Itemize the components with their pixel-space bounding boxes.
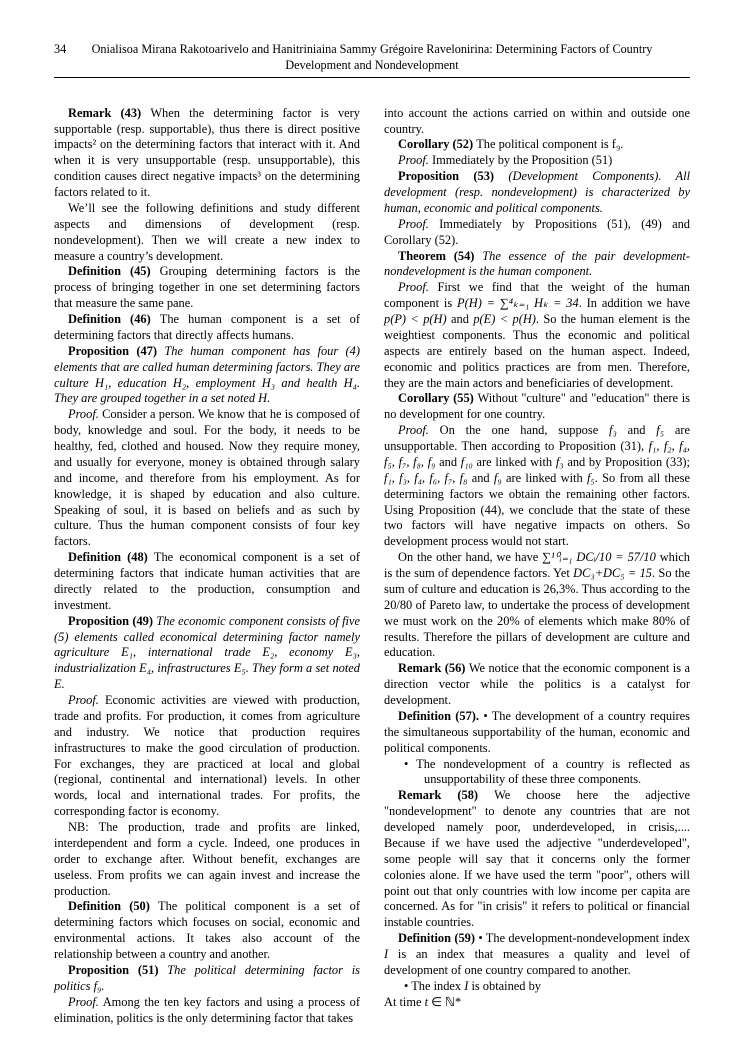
paragraph-definition-59 xyxy=(384,931,690,979)
text-run: Theorem (54) xyxy=(398,248,483,263)
running-title-line2: Development and Nondevelopment xyxy=(285,57,459,72)
text-run: f₁, f₃, f₄, f₆, f₇, f₈ xyxy=(384,470,468,485)
text-run: and xyxy=(467,470,494,485)
text-run: Proposition (47) xyxy=(68,343,165,358)
paragraph-index-bullet xyxy=(384,979,690,995)
text-run: Proof. xyxy=(398,423,429,438)
text-run: Proof. xyxy=(398,216,429,231)
text-run: f₅ xyxy=(586,470,595,485)
header-rule xyxy=(54,77,690,78)
text-run: Grouping determining factors is the process of bringing together in one set determining factors that measure the same pane. xyxy=(54,264,360,311)
text-run: We notice that the economic component is a direction vector while the politics is a catalyst for development. xyxy=(384,661,690,708)
text-run: On the one hand, suppose xyxy=(428,423,610,438)
text-run: Immediately by Propositions (51), (49) and Corollary (52). xyxy=(384,216,690,247)
text-run: At time xyxy=(384,994,425,1009)
paragraph-definition-57 xyxy=(384,709,690,757)
paragraph-proposition-53 xyxy=(384,169,690,217)
text-run: • The development of a country requires the simultaneous supportability of the human, economic and political components. xyxy=(384,708,690,755)
paragraph-definition-45 xyxy=(54,264,360,312)
text-run: Proof. xyxy=(68,994,99,1009)
paragraph-proof-55 xyxy=(384,423,690,550)
text-run: Definition (45) xyxy=(68,264,160,279)
paragraph-proof-49 xyxy=(54,693,360,820)
text-run: I xyxy=(464,978,469,993)
text-run: which is the sum of dependence factors. Yet xyxy=(384,550,690,581)
paragraph-definition-46 xyxy=(54,312,360,344)
text-run: ∑¹⁰ᵢ₌₁ DCᵢ/10 = 57/10 xyxy=(542,550,656,565)
paragraph-theorem-54 xyxy=(384,249,690,281)
text-run: Definition (50) xyxy=(68,899,159,914)
text-run: f₁, f₂, f₄, f₅, f₇, f₈, f₉ xyxy=(384,439,690,469)
paragraph-proof-54 xyxy=(384,280,690,391)
text-run: Consider a person. We know that he is composed of body, knowledge and soul. For the body, it needs to be healthy, fed, clothed and housed. Now they require money, and usually for everyone, money is obtained through salary and income, and therefore from his employment. As for knowledge, it is shaped by education and also culture. Speaking of soul, it is based on beliefs and as such by culture. Thus the human component consists of four key factors. xyxy=(54,407,360,549)
paragraph-proof-47 xyxy=(54,407,360,550)
text-run: On the other hand, we have xyxy=(398,550,543,565)
text-run: Among the ten key factors and using a process of elimination, politics is the only determining factor that takes xyxy=(54,994,360,1025)
text-run: p(P) < p(H) xyxy=(384,312,447,327)
paragraph-proof-51-continued xyxy=(384,106,690,138)
text-run: and xyxy=(616,423,657,438)
text-run: We’ll see the following definitions and study different aspects and dimensions of development (resp. nondevelopment). Then we will create a new index to measure a country’s development. xyxy=(54,200,360,263)
text-run: The economical component is a set of determining factors that indicate human activities that are directly related to the production, consumption and investment. xyxy=(54,550,360,612)
text-run: First we find that the weight of the human component is xyxy=(384,280,690,311)
text-run: are linked with xyxy=(472,454,556,469)
text-run: DC₃+DC₅ = 15 xyxy=(573,566,652,581)
text-run: • The development-nondevelopment index xyxy=(478,931,690,946)
paragraph-intro-definitions xyxy=(54,201,360,265)
paragraph-definition-57-bullet-2 xyxy=(384,757,690,789)
paragraph-proposition-47 xyxy=(54,344,360,408)
text-run: f₃ xyxy=(555,454,564,469)
text-run: The essence of the pair development-nondevelopment is the human component. xyxy=(384,248,690,279)
text-run: ∈ ℕ* xyxy=(428,994,462,1009)
text-run: Definition (59) xyxy=(398,931,479,946)
paragraph-corollary-55 xyxy=(384,391,690,423)
two-column-body xyxy=(54,106,690,1027)
text-run: and xyxy=(446,312,474,327)
text-run: • The nondevelopment of a country is reflected as unsupportability of these three components. xyxy=(404,756,690,787)
text-run: Proof. xyxy=(68,693,99,708)
paragraph-remark-43 xyxy=(54,106,360,201)
text-run: Proof. xyxy=(398,153,429,168)
paragraph-remark-58 xyxy=(384,788,690,931)
text-run: . So from all these determining factors we obtain the remaining other factors. Using Proposition (44), we conclude that the state of these two factors will have negative impacts on others. So development process would not start. xyxy=(384,470,690,549)
text-run: and xyxy=(435,454,461,469)
text-run: When the determining factor is very supportable (resp. supportable), thus there is direct positive impacts² on the determining factors that interact with it. And when it is very unsupportable (resp. unsupportable), this condition causes direct negative impacts³ on the determining factors related to it. xyxy=(54,105,360,200)
text-run: Definition (46) xyxy=(68,312,160,327)
text-run: f₉ xyxy=(493,470,502,485)
text-run: Definition (57). xyxy=(398,708,484,723)
text-run: The human component has four (4) elements that are called human determining factors. They are culture H₁, education H₂, employment H₃ and health H₄. They are grouped together in a set noted H. xyxy=(54,343,360,406)
text-run: Proposition (49) xyxy=(68,613,157,628)
text-run: (Development Components). All development (resp. nondevelopment) is characterized by human, economic and political components. xyxy=(384,169,691,215)
text-run: is an index that measures a quality and level of development of one country compared to another. xyxy=(384,947,690,977)
text-run: is obtained by xyxy=(468,978,541,993)
text-run: Remark (56) xyxy=(398,661,469,676)
text-run: The political determining factor is politics f₉. xyxy=(54,962,360,993)
text-run: are linked with xyxy=(501,470,587,485)
paragraph-proposition-51 xyxy=(54,963,360,995)
text-run: Definition (48) xyxy=(68,550,154,565)
text-run: f₁₀ xyxy=(460,454,473,469)
text-run: Immediately by the Proposition (51) xyxy=(428,153,613,168)
running-title-line1: Onialisoa Mirana Rakotoarivelo and Hanitriniaina Sammy Grégoire Ravelonirina: Determining Factors of Country xyxy=(91,42,653,56)
paragraph-definition-48 xyxy=(54,550,360,614)
paragraph-proposition-49 xyxy=(54,614,360,693)
text-run: The human component is a set of determining factors that directly affects humans. xyxy=(54,312,360,342)
text-run: The political component is a set of determining factors which focuses on social, economic and environmental actions. It takes also account of the relationship between a country and another. xyxy=(54,899,361,962)
right-column xyxy=(384,106,690,1027)
paragraph-remark-56 xyxy=(384,661,690,709)
text-run: and by Proposition (33); xyxy=(563,454,690,469)
text-run: . So the human element is the weightiest components. Thus the economic and political aspects are entirely based on the human aspect. Indeed, economic and politics practices are from men. Therefore, they are the main actors and beneficiaries of development. xyxy=(384,312,691,390)
paragraph-nb-note xyxy=(54,820,360,899)
page-header xyxy=(54,42,690,74)
text-run: f₃ xyxy=(609,423,617,438)
paragraph-corollary-52 xyxy=(384,137,690,153)
page-number: 34 xyxy=(54,42,67,56)
text-run: Corollary (52) xyxy=(398,137,477,152)
paragraph-proof-53 xyxy=(384,217,690,249)
text-run: Proof. xyxy=(398,280,429,295)
paragraph-at-time xyxy=(384,995,690,1011)
text-run: Without "culture" and "education" there is no development for one country. xyxy=(384,391,690,422)
text-run: P(H) = ∑⁴ₖ₌₁ Hₖ = 34 xyxy=(457,296,579,311)
text-run: The economic component consists of five (5) elements called economical determining factor namely agriculture E₁, international trade E₂, economy E₃, industrialization E₄, infrastructures E₅. They form a set noted E. xyxy=(54,613,360,692)
text-run: I xyxy=(384,947,389,962)
text-run: Economic activities are viewed with production, trade and profits. For production, it comes from agriculture and industry. We notice that production requires infrastructures to make the good circulation of production. For exchanges, they are practiced at local and global (regional, continental and international) levels. In other words, local and international trades. For profits, the corresponding factor is economy. xyxy=(54,693,360,819)
text-run: f₅ xyxy=(656,423,665,438)
text-run: Proposition (53) xyxy=(398,169,509,184)
text-run: are unsupportable. Then according to Proposition (31), xyxy=(384,423,690,454)
text-run: • The index xyxy=(404,978,465,993)
paragraph-proof-52 xyxy=(384,153,690,169)
text-run: t xyxy=(424,994,429,1009)
text-run: Proof. xyxy=(68,407,99,422)
text-run: Corollary (55) xyxy=(398,391,478,406)
text-run: The political component is f₉. xyxy=(476,137,624,152)
text-run: We choose here the adjective "nondevelopment" to denote any countries that are not developed namely poor, underdeveloped, in crisis,.... Because if we have used the adjective "underdeveloped", some people will say that it concerns only the former colonies alone. If we have used the term "poor", others will point out that only countries with low income per capita are concerned. As for "in crisis" it refers to political or financial instable countries. xyxy=(384,788,690,930)
text-run: into account the actions carried on within and outside one country. xyxy=(384,105,690,136)
paragraph-definition-50 xyxy=(54,899,360,963)
text-run: Remark (43) xyxy=(68,105,151,120)
text-run: . In addition we have xyxy=(578,296,690,311)
paragraph-proof-55-other-hand xyxy=(384,550,690,661)
text-run: . So the sum of culture and education is 26,3%. Thus according to the 20/80 of Pareto law, to undertake the process of development we must work on the 20% of elements which make 80% of results. Therefore the pillars of development are culture and education. xyxy=(384,566,690,660)
text-run: Proposition (51) xyxy=(68,962,168,977)
text-run: Remark (58) xyxy=(398,788,495,803)
paragraph-proof-51 xyxy=(54,995,360,1027)
left-column xyxy=(54,106,360,1027)
text-run: p(E) < p(H) xyxy=(473,312,536,327)
text-run: NB: The production, trade and profits are linked, interdependent and form a cycle. Indeed, one produces in order to exchange after. Without benefit, exchanges are useless. From profits we can again invest and increase the production. xyxy=(54,820,360,898)
